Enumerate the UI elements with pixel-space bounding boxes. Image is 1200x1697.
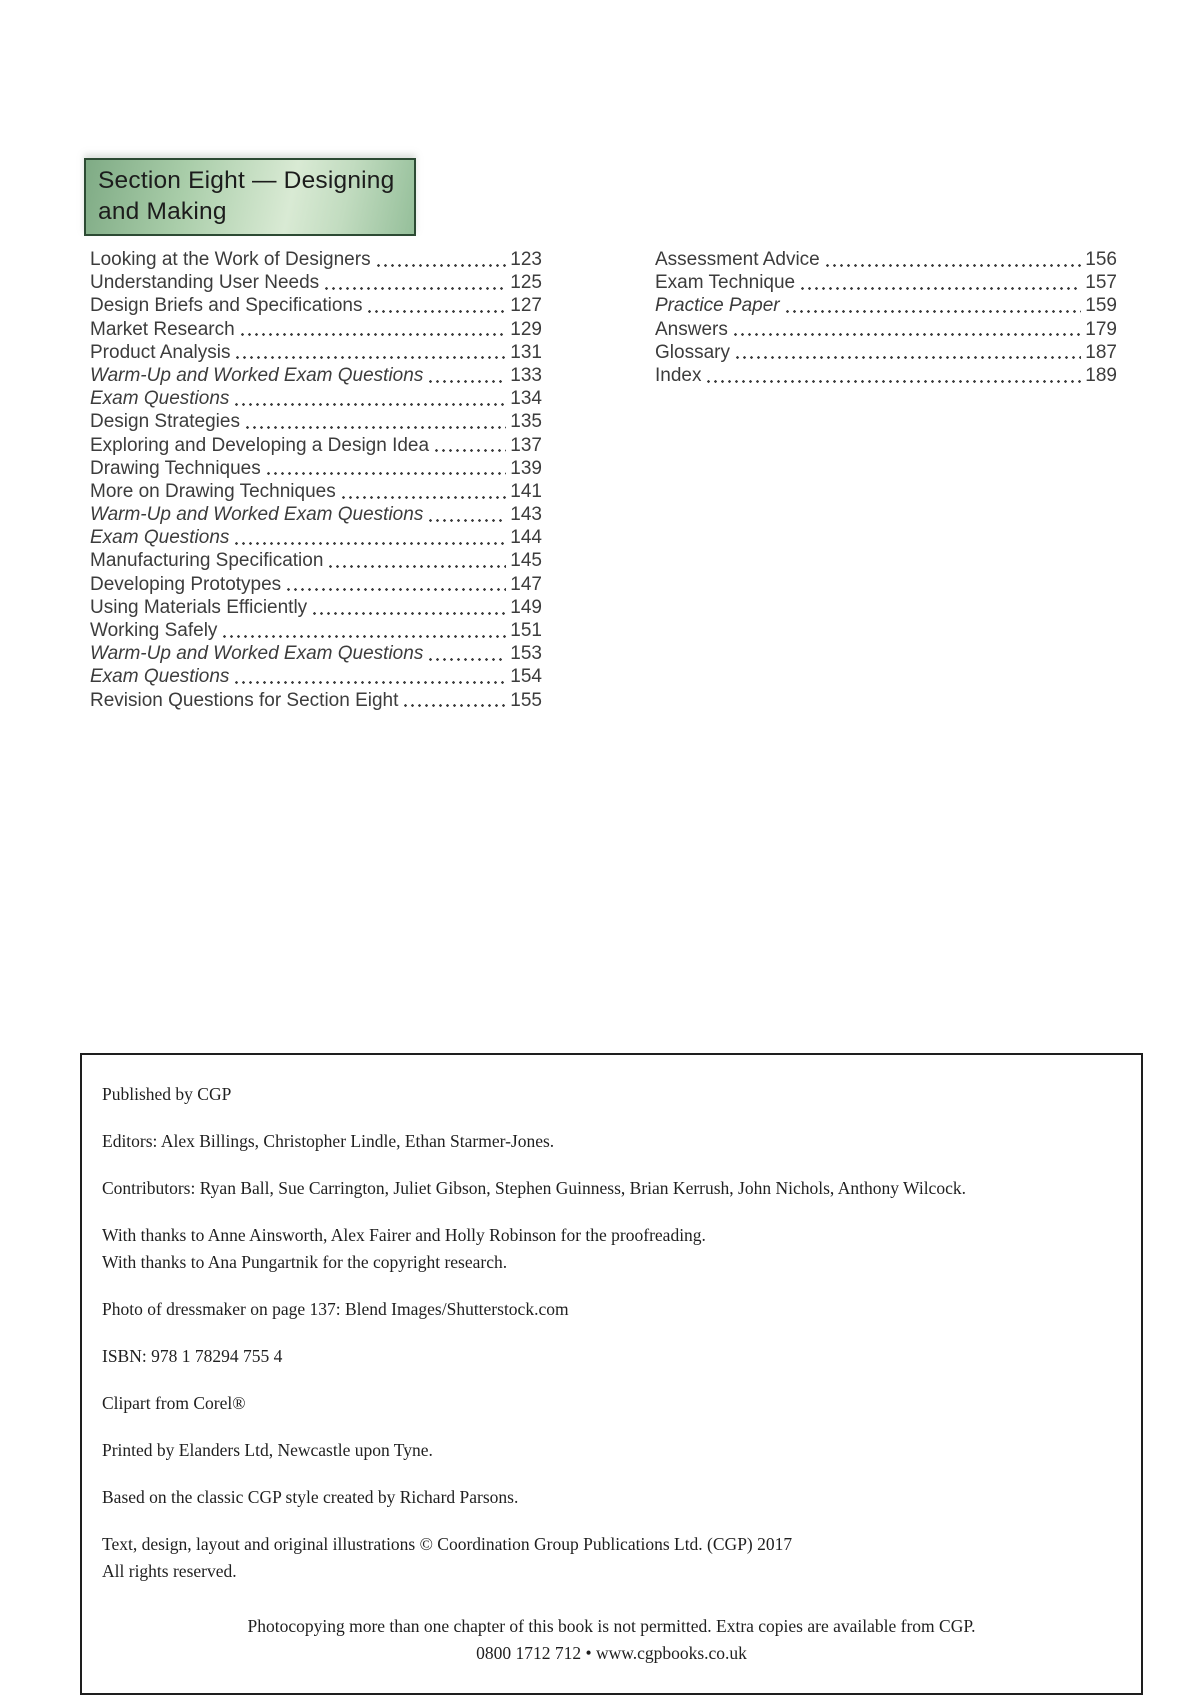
toc-leader-dots xyxy=(784,294,1082,313)
toc-entry xyxy=(90,294,542,317)
toc-entry-page: 154 xyxy=(510,666,542,688)
table-of-contents xyxy=(90,248,1117,712)
toc-entry-label: Drawing Techniques xyxy=(90,457,261,479)
toc-entry-label: Understanding User Needs xyxy=(90,272,320,294)
toc-entry-label: Manufacturing Specification xyxy=(90,550,324,572)
colophon-paragraph: Text, design, layout and original illustrations © Coordination Group Publications Ltd. (CGP) 2017 All rights reserved. xyxy=(102,1534,793,1581)
toc-entry-page: 157 xyxy=(1085,272,1117,294)
toc-entry xyxy=(90,457,542,480)
toc-entry xyxy=(90,271,542,294)
toc-entry-label: Exam Questions xyxy=(90,388,230,410)
toc-entry-page: 156 xyxy=(1085,249,1117,270)
toc-entry xyxy=(90,665,542,688)
toc-entry xyxy=(90,596,542,619)
toc-leader-dots xyxy=(734,341,1081,360)
toc-entry xyxy=(90,573,542,596)
toc-entry-page: 127 xyxy=(510,295,542,317)
toc-entry-label: Index xyxy=(655,364,702,386)
toc-entry-label: Answers xyxy=(655,318,728,340)
toc-entry-page: 143 xyxy=(510,504,542,526)
toc-entry-page: 131 xyxy=(510,341,542,363)
toc-entry-label: Product Analysis xyxy=(90,341,231,363)
toc-entry-label: Warm-Up and Worked Exam Questions xyxy=(90,364,424,386)
colophon-paragraph: Published by CGP xyxy=(102,1084,232,1104)
toc-entry-label: Warm-Up and Worked Exam Questions xyxy=(90,504,424,526)
toc-entry xyxy=(90,503,542,526)
toc-entry-label: Design Strategies xyxy=(90,411,240,433)
toc-entry-page: 135 xyxy=(510,411,542,433)
toc-leader-dots xyxy=(732,318,1081,337)
toc-entry xyxy=(90,642,542,665)
toc-entry xyxy=(90,480,542,503)
toc-leader-dots xyxy=(402,689,506,708)
toc-entry-label: Exam Questions xyxy=(90,527,230,549)
colophon-paragraph: With thanks to Anne Ainsworth, Alex Fairer and Holly Robinson for the proofreading. With thanks to Ana Pungartnik for the copyright research. xyxy=(102,1225,706,1272)
toc-entry xyxy=(90,689,542,712)
toc-entry-page: 155 xyxy=(510,689,542,711)
toc-entry-page: 189 xyxy=(1085,364,1117,386)
colophon-paragraph: Photocopying more than one chapter of this book is not permitted. Extra copies are available from CGP. 0800 1712 712 • www.cgpbooks.co.uk xyxy=(247,1616,976,1663)
toc-entry xyxy=(90,248,542,271)
toc-entry-page: 129 xyxy=(510,318,542,340)
toc-entry-page: 139 xyxy=(510,457,542,479)
toc-leader-dots xyxy=(311,596,506,615)
toc-leader-dots xyxy=(244,410,506,429)
toc-entry xyxy=(90,410,542,433)
colophon-paragraph: Contributors: Ryan Ball, Sue Carrington, Juliet Gibson, Stephen Guinness, Brian Kerrush, John Nichols, Anthony Wilcock. xyxy=(102,1178,966,1198)
toc-leader-dots xyxy=(323,271,506,290)
toc-entry-page: 141 xyxy=(510,480,542,502)
toc-entry-label: Warm-Up and Worked Exam Questions xyxy=(90,643,424,665)
toc-leader-dots xyxy=(375,248,507,267)
toc-entry-label: Revision Questions for Section Eight xyxy=(90,689,399,711)
toc-entry-page: 147 xyxy=(510,573,542,595)
toc-entry xyxy=(655,294,1117,317)
toc-entry-label: Exploring and Developing a Design Idea xyxy=(90,434,430,456)
toc-entry-label: Exam Technique xyxy=(655,272,796,294)
toc-leader-dots xyxy=(427,642,506,661)
toc-leader-dots xyxy=(233,387,506,406)
toc-entry xyxy=(90,526,542,549)
toc-entry-label: Looking at the Work of Designers xyxy=(90,249,371,270)
toc-leader-dots xyxy=(233,665,506,684)
toc-leader-dots xyxy=(433,434,506,453)
toc-entry xyxy=(655,364,1117,387)
toc-leader-dots xyxy=(234,341,506,360)
section-header-line1: Section Eight — Designing xyxy=(98,167,395,194)
colophon-paragraph: Based on the classic CGP style created by Richard Parsons. xyxy=(102,1487,519,1507)
toc-entry-page: 125 xyxy=(510,272,542,294)
toc-entry-page: 133 xyxy=(510,364,542,386)
colophon-paragraph: Clipart from Corel® xyxy=(102,1393,246,1413)
toc-entry-page: 151 xyxy=(510,620,542,641)
toc-leader-dots xyxy=(824,248,1082,267)
toc-entry xyxy=(90,619,542,642)
section-header-line2: and Making xyxy=(98,198,227,225)
toc-entry-page: 159 xyxy=(1085,295,1117,317)
section-header-box xyxy=(84,158,416,236)
toc-leader-dots xyxy=(705,364,1081,383)
toc-leader-dots xyxy=(327,549,506,568)
toc-entry-label: Exam Questions xyxy=(90,666,230,688)
colophon-box xyxy=(80,1053,1143,1695)
colophon-paragraph: Printed by Elanders Ltd, Newcastle upon Tyne. xyxy=(102,1440,433,1460)
toc-entry xyxy=(655,341,1117,364)
toc-entry-label: Assessment Advice xyxy=(655,249,820,270)
toc-leader-dots xyxy=(427,503,506,522)
toc-entry xyxy=(90,434,542,457)
toc-entry-page: 179 xyxy=(1085,318,1117,340)
toc-leader-dots xyxy=(239,318,507,337)
colophon-paragraph: Editors: Alex Billings, Christopher Lindle, Ethan Starmer-Jones. xyxy=(102,1131,555,1151)
toc-entry-label: Developing Prototypes xyxy=(90,573,282,595)
toc-entry-page: 145 xyxy=(510,550,542,572)
toc-entry-page: 137 xyxy=(510,434,542,456)
toc-entry-label: Using Materials Efficiently xyxy=(90,596,308,618)
toc-entry xyxy=(90,318,542,341)
toc-entry-label: Market Research xyxy=(90,318,235,340)
colophon-paragraph: Photo of dressmaker on page 137: Blend Images/Shutterstock.com xyxy=(102,1299,569,1319)
toc-leader-dots xyxy=(265,457,507,476)
toc-entry xyxy=(655,318,1117,341)
toc-right-column xyxy=(655,248,1117,387)
colophon-paragraph: ISBN: 978 1 78294 755 4 xyxy=(102,1346,283,1366)
toc-left-column xyxy=(90,248,542,712)
toc-leader-dots xyxy=(366,294,506,313)
toc-entry-label: Practice Paper xyxy=(655,295,780,317)
toc-leader-dots xyxy=(799,271,1081,290)
toc-entry-page: 153 xyxy=(510,643,542,665)
toc-entry xyxy=(90,549,542,572)
toc-leader-dots xyxy=(427,364,506,383)
toc-entry xyxy=(655,248,1117,271)
toc-entry-page: 187 xyxy=(1085,341,1117,363)
toc-entry xyxy=(90,387,542,410)
toc-entry-label: Working Safely xyxy=(90,620,218,641)
toc-entry xyxy=(655,271,1117,294)
toc-entry xyxy=(90,364,542,387)
toc-leader-dots xyxy=(285,573,506,592)
toc-entry-label: Glossary xyxy=(655,341,730,363)
toc-entry xyxy=(90,341,542,364)
toc-entry-label: Design Briefs and Specifications xyxy=(90,295,363,317)
toc-leader-dots xyxy=(340,480,507,499)
toc-entry-page: 149 xyxy=(510,596,542,618)
toc-entry-page: 144 xyxy=(510,527,542,549)
toc-entry-page: 123 xyxy=(510,249,542,270)
toc-leader-dots xyxy=(233,526,506,545)
toc-entry-page: 134 xyxy=(510,388,542,410)
toc-leader-dots xyxy=(221,619,506,638)
toc-entry-label: More on Drawing Techniques xyxy=(90,480,336,502)
